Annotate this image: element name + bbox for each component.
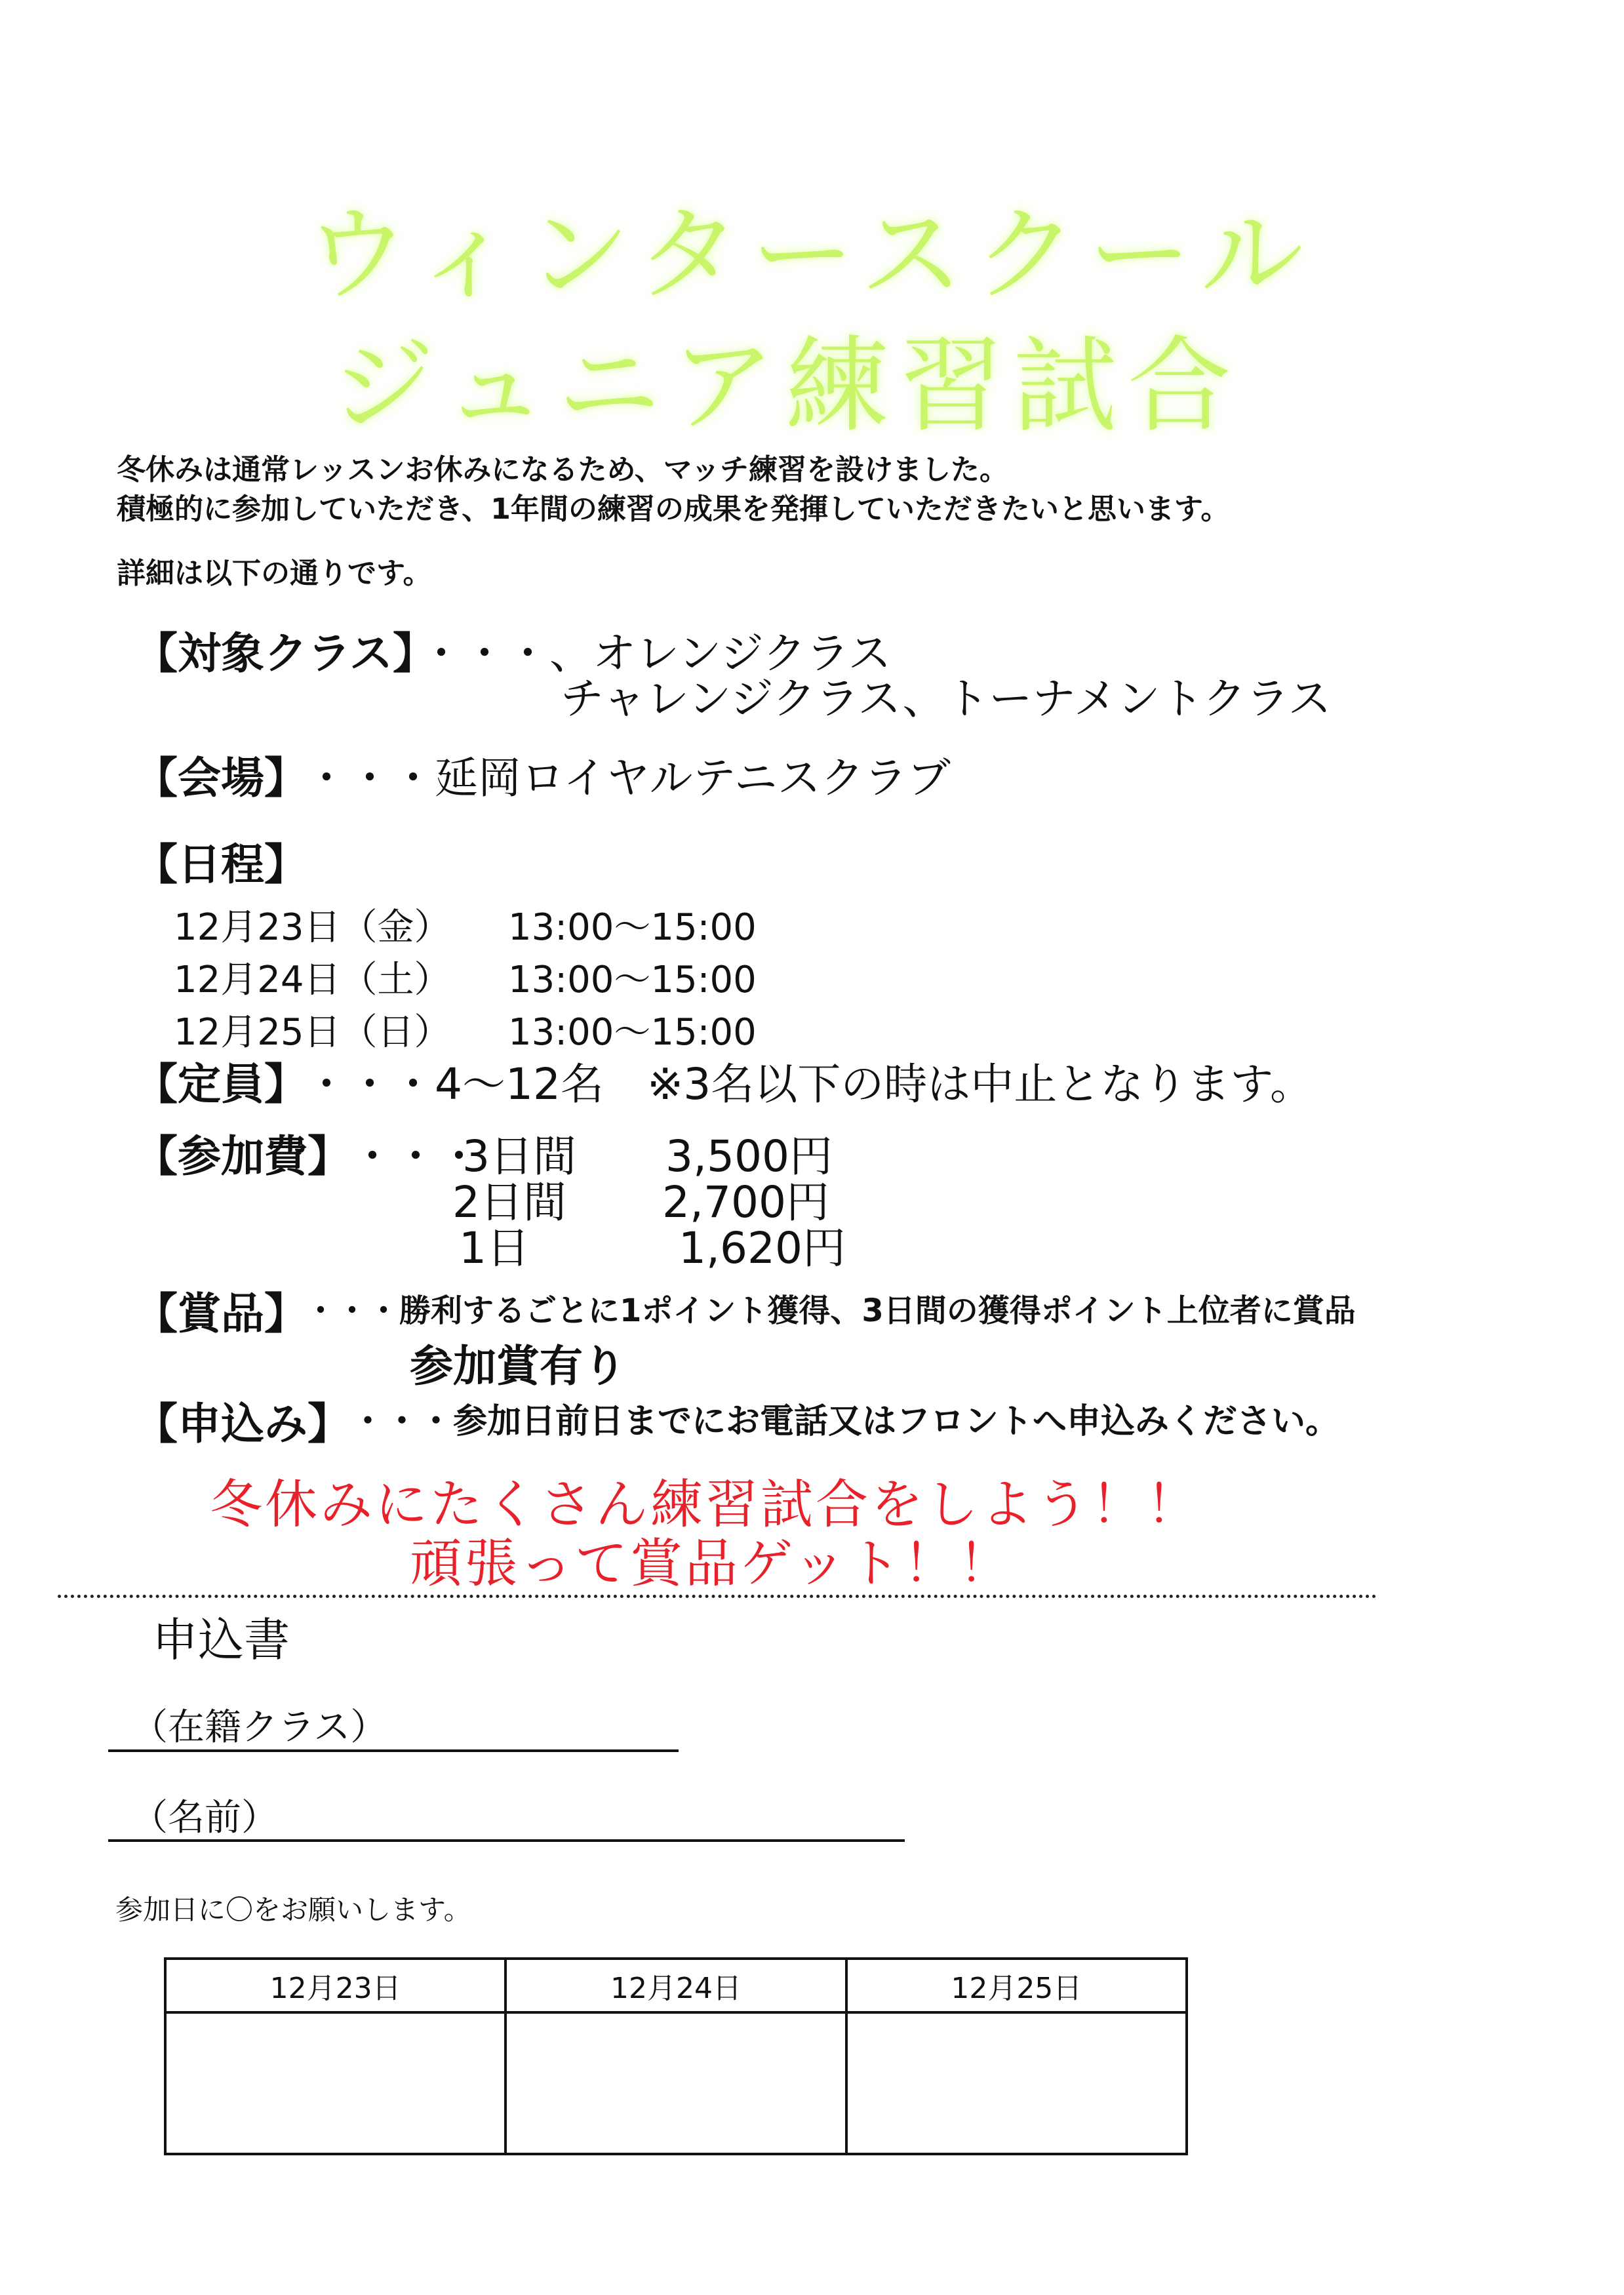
name-field-label: （名前）: [131, 1797, 278, 1839]
day-mark-cell[interactable]: [165, 2012, 505, 2154]
fee-dots: ・・・: [351, 1131, 481, 1182]
schedule-date: 12月25日（日）: [174, 1011, 451, 1054]
schedule-date: 12月23日（金）: [174, 906, 451, 949]
target-label: 【対象クラス】: [134, 628, 437, 679]
class-field-label: （在籍クラス）: [131, 1706, 387, 1749]
intro-line-3: 詳細は以下の通りです。: [117, 557, 432, 590]
target-line-1: ・・・、オレンジクラス: [420, 628, 892, 679]
capacity-value: ・・・4〜12名 ※3名以下の時は中止となります。: [305, 1059, 1313, 1109]
intro-line-1: 冬休みは通常レッスンお休みになるため、マッチ練習を設けました。: [117, 453, 1009, 487]
schedule-date: 12月24日（土）: [174, 959, 451, 1001]
attendance-note: 参加日に〇をお願いします。: [115, 1894, 471, 1926]
prize-label: 【賞品】: [134, 1288, 307, 1339]
schedule-time: 13:00〜15:00: [508, 959, 757, 1001]
schedule-time: 13:00〜15:00: [508, 1011, 757, 1054]
capacity-label: 【定員】: [134, 1059, 307, 1109]
fee-price: 3,500円: [665, 1131, 833, 1182]
fee-duration: 3日間: [462, 1131, 576, 1182]
title-line-1: ウィンタースクール: [305, 195, 1315, 315]
venue-label: 【会場】: [134, 753, 307, 803]
day-mark-cell[interactable]: [505, 2012, 846, 2154]
day-header: 12月25日: [846, 1959, 1187, 2012]
fee-label: 【参加費】: [134, 1131, 351, 1182]
apply-label: 【申込み】: [134, 1399, 351, 1449]
title-line-2: ジュニア練習試合: [331, 326, 1242, 447]
attendance-mark-row: [165, 2012, 1187, 2154]
slogan-line-2: 頑張って賞品ゲット！！: [410, 1533, 1014, 1594]
target-line-2: チャレンジクラス、トーナメントクラス: [561, 673, 1332, 724]
venue-value: ・・・延岡ロイヤルテニスクラブ: [305, 753, 951, 803]
fee-price: 1,620円: [679, 1223, 846, 1273]
attendance-header-row: [165, 1959, 1187, 2012]
name-field-line[interactable]: [108, 1839, 905, 1842]
intro-line-2: 積極的に参加していただき、1年間の練習の成果を発揮していただきたいと思います。: [117, 492, 1230, 526]
prize-line-1: ・・・勝利するごとに1ポイント獲得、3日間の獲得ポイント上位者に賞品: [305, 1292, 1356, 1329]
prize-line-2: 参加賞有り: [410, 1341, 626, 1391]
class-field-line[interactable]: [108, 1749, 679, 1752]
slogan-line-1: 冬休みにたくさん練習試合をしよう！！: [210, 1474, 1201, 1535]
schedule-time: 13:00〜15:00: [508, 906, 757, 949]
fee-price: 2,700円: [662, 1177, 829, 1227]
day-mark-cell[interactable]: [846, 2012, 1187, 2154]
apply-value: ・・・参加日前日までにお電話又はフロントへ申込みください。: [351, 1402, 1340, 1441]
cut-line-divider: [58, 1595, 1377, 1598]
schedule-label: 【日程】: [134, 839, 307, 890]
day-header: 12月23日: [165, 1959, 505, 2012]
form-title: 申込書: [152, 1613, 290, 1667]
fee-duration: 2日間: [452, 1177, 566, 1227]
day-header: 12月24日: [505, 1959, 846, 2012]
attendance-table: [164, 1957, 1188, 2155]
fee-duration: 1日: [459, 1223, 530, 1273]
